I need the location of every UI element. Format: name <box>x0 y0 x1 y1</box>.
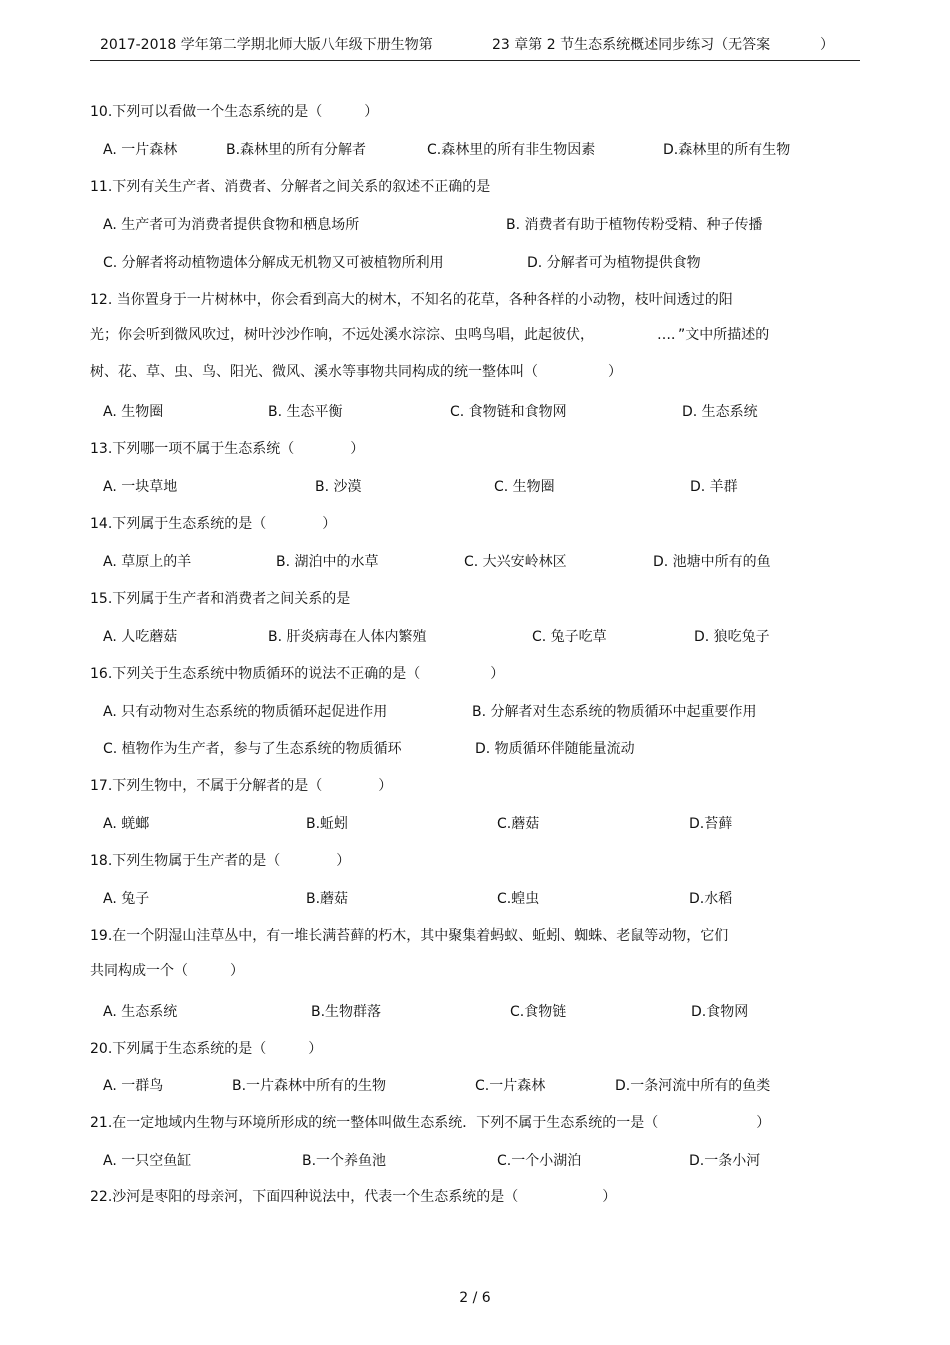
q11-option-c: C. 分解者将动植物遗体分解成无机物又可被植物所利用 <box>103 255 444 271</box>
q20-option-a: A. 一群鸟 <box>103 1078 164 1094</box>
q15-option-d: D. 狼吃兔子 <box>694 629 770 645</box>
question-22: 22.沙河是枣阳的母亲河，下面四种说法中，代表一个生态系统的是（ ） <box>90 1189 617 1205</box>
q19-option-a: A. 生态系统 <box>103 1004 178 1020</box>
q19-option-c: C.食物链 <box>510 1004 567 1020</box>
q18-option-c: C.蝗虫 <box>497 891 540 907</box>
question-12-line-1: 12. 当你置身于一片树林中，你会看到高大的树木，不知名的花草，各种各样的小动物，枝叶间透过的阳 <box>90 292 733 308</box>
question-12-line-2: 光；你会听到微风吹过，树叶沙沙作响，不远处溪水淙淙、虫鸣鸟唱，此起彼伏， …．”文中所描述的 <box>90 327 770 343</box>
question-19-line-2: 共同构成一个（ ） <box>90 963 244 979</box>
q15-option-a: A. 人吃蘑菇 <box>103 629 178 645</box>
q20-option-b: B.一片森林中所有的生物 <box>232 1078 387 1094</box>
q13-option-c: C. 生物圈 <box>494 479 555 495</box>
q10-option-b: B.森林里的所有分解者 <box>226 142 367 158</box>
page-header <box>90 34 860 60</box>
question-20: 20.下列属于生态系统的是（ ） <box>90 1041 323 1057</box>
q17-option-a: A. 蜣螂 <box>103 816 150 832</box>
question-19-line-1: 19.在一个阴湿山洼草丛中，有一堆长满苔藓的朽木，其中聚集着蚂蚁、蚯蚓、蜘蛛、老鼠等动物，它们 <box>90 928 729 944</box>
q15-option-b: B. 肝炎病毒在人体内繁殖 <box>268 629 427 645</box>
question-10: 10.下列可以看做一个生态系统的是（ ） <box>90 104 379 120</box>
q10-option-a: A. 一片森林 <box>103 142 178 158</box>
question-16: 16.下列关于生态系统中物质循环的说法不正确的是（ ） <box>90 666 505 682</box>
q17-option-d: D.苔藓 <box>689 816 733 832</box>
question-21: 21.在一定地域内生物与环境所形成的统一整体叫做生态系统．下列不属于生态系统的一是（ ） <box>90 1115 771 1131</box>
q18-option-a: A. 兔子 <box>103 891 150 907</box>
question-11: 11.下列有关生产者、消费者、分解者之间关系的叙述不正确的是 <box>90 179 491 195</box>
question-15: 15.下列属于生产者和消费者之间关系的是 <box>90 591 351 607</box>
page-number: 2 / 6 <box>459 1290 491 1306</box>
q13-option-a: A. 一块草地 <box>103 479 178 495</box>
question-12-line-3: 树、花、草、虫、鸟、阳光、微风、溪水等事物共同构成的统一整体叫（ ） <box>90 364 622 380</box>
q21-option-a: A. 一只空鱼缸 <box>103 1153 192 1169</box>
q12-option-d: D. 生态系统 <box>682 404 758 420</box>
q19-option-d: D.食物网 <box>691 1004 749 1020</box>
q11-option-a: A. 生产者可为消费者提供食物和栖息场所 <box>103 217 360 233</box>
q12-option-a: A. 生物圈 <box>103 404 164 420</box>
q19-option-b: B.生物群落 <box>311 1004 382 1020</box>
q17-option-c: C.蘑菇 <box>497 816 540 832</box>
q14-option-c: C. 大兴安岭林区 <box>464 554 567 570</box>
q10-option-d: D.森林里的所有生物 <box>663 142 791 158</box>
q14-option-a: A. 草原上的羊 <box>103 554 192 570</box>
q21-option-c: C.一个小湖泊 <box>497 1153 582 1169</box>
q20-option-c: C.一片森林 <box>475 1078 546 1094</box>
q13-option-d: D. 羊群 <box>690 479 738 495</box>
q21-option-d: D.一条小河 <box>689 1153 761 1169</box>
q14-option-d: D. 池塘中所有的鱼 <box>653 554 771 570</box>
q16-option-d: D. 物质循环伴随能量流动 <box>475 741 635 757</box>
q16-option-c: C. 植物作为生产者，参与了生态系统的物质循环 <box>103 741 402 757</box>
question-14: 14.下列属于生态系统的是（ ） <box>90 516 337 532</box>
q13-option-b: B. 沙漠 <box>315 479 362 495</box>
q20-option-d: D.一条河流中所有的鱼类 <box>615 1078 771 1094</box>
q14-option-b: B. 湖泊中的水草 <box>276 554 379 570</box>
q11-option-b: B. 消费者有助于植物传粉受精、种子传播 <box>506 217 763 233</box>
q11-option-d: D. 分解者可为植物提供食物 <box>527 255 701 271</box>
question-13: 13.下列哪一项不属于生态系统（ ） <box>90 441 365 457</box>
question-18: 18.下列生物属于生产者的是（ ） <box>90 853 351 869</box>
q18-option-d: D.水稻 <box>689 891 733 907</box>
header-title-close: ） <box>820 37 834 53</box>
q12-option-b: B. 生态平衡 <box>268 404 343 420</box>
q18-option-b: B.蘑菇 <box>306 891 349 907</box>
header-divider <box>90 60 860 61</box>
q16-option-b: B. 分解者对生态系统的物质循环中起重要作用 <box>472 704 757 720</box>
header-title-right: 23 章第 2 节生态系统概述同步练习（无答案 <box>492 37 771 53</box>
question-17: 17.下列生物中，不属于分解者的是（ ） <box>90 778 393 794</box>
q17-option-b: B.蚯蚓 <box>306 816 349 832</box>
q21-option-b: B.一个养鱼池 <box>302 1153 387 1169</box>
q16-option-a: A. 只有动物对生态系统的物质循环起促进作用 <box>103 704 388 720</box>
q12-option-c: C. 食物链和食物网 <box>450 404 567 420</box>
header-title-left: 2017-2018 学年第二学期北师大版八年级下册生物第 <box>100 37 433 53</box>
q15-option-c: C. 兔子吃草 <box>532 629 607 645</box>
q10-option-c: C.森林里的所有非生物因素 <box>427 142 596 158</box>
